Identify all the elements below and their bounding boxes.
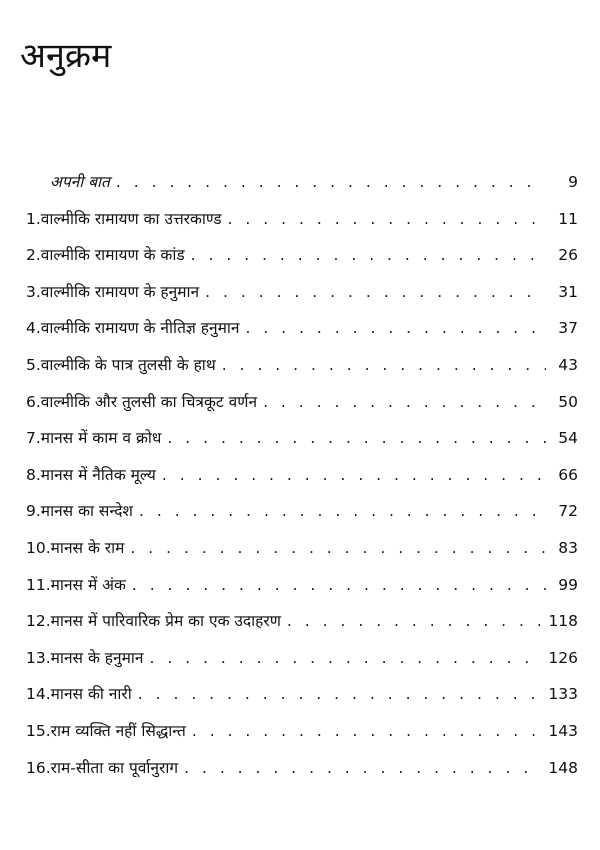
- toc-entry-page: 99: [558, 575, 578, 594]
- dot-leader: [191, 237, 546, 274]
- toc-entry-number: 16.: [26, 758, 51, 777]
- dot-leader: [150, 640, 541, 677]
- toc-entry: [26, 457, 578, 494]
- toc-entry-number: 13.: [26, 648, 51, 667]
- toc-entry: [26, 603, 578, 640]
- toc-entry-title: वाल्मीकि रामायण के हनुमान: [40, 282, 200, 301]
- toc-entry-number: 8.: [26, 465, 41, 484]
- toc-entry-page: 126: [548, 648, 578, 667]
- toc-entry-title: वाल्मीकि के पात्र तुलसी के हाथ: [40, 355, 216, 374]
- toc-entry-title: मानस में पारिवारिक प्रेम का एक उदाहरण: [50, 612, 281, 631]
- dot-leader: [167, 420, 546, 457]
- toc-entry-page: 143: [548, 721, 578, 740]
- toc-entry-page: 50: [558, 392, 578, 411]
- toc-entry-title: वाल्मीकि रामायण के कांड: [40, 246, 185, 265]
- toc-entry-number: 4.: [26, 319, 41, 338]
- toc-entry-page: 37: [558, 319, 578, 338]
- toc-entry-title: मानस में काम व क्रोध: [40, 429, 162, 448]
- toc-entry-page: 11: [558, 209, 578, 228]
- dot-leader: [192, 713, 541, 750]
- dot-leader: [287, 603, 540, 640]
- toc-entry-number: 10.: [26, 538, 51, 557]
- toc-entry: [26, 274, 578, 311]
- toc-entry-title: मानस के हनुमान: [50, 648, 144, 667]
- toc-entry-number: 14.: [26, 685, 51, 704]
- toc-entry-title: मानस में अंक: [50, 575, 126, 594]
- toc-entry-number: 7.: [26, 429, 41, 448]
- dot-leader: [222, 347, 546, 384]
- toc-entry-preface: [26, 164, 578, 201]
- toc-entry: [26, 750, 578, 787]
- toc-entry-page: 26: [558, 246, 578, 265]
- toc-entry: [26, 493, 578, 530]
- toc-entry-page: 43: [558, 355, 578, 374]
- toc-entry-title: मानस का सन्देश: [40, 502, 133, 521]
- dot-leader: [184, 750, 540, 787]
- table-of-contents: [26, 164, 578, 786]
- toc-entry-title: वाल्मीकि रामायण के नीतिज्ञ हनुमान: [40, 319, 240, 338]
- toc-entry-title: वाल्मीकि रामायण का उत्तरकाण्ड: [40, 209, 222, 228]
- toc-entry-number: 11.: [26, 575, 51, 594]
- toc-entry-page: 9: [568, 173, 578, 191]
- toc-entry: [26, 201, 578, 238]
- dot-leader: [138, 676, 541, 713]
- dot-leader: [245, 310, 546, 347]
- toc-entry-page: 72: [558, 502, 578, 521]
- dot-leader: [162, 457, 546, 494]
- toc-entry: [26, 640, 578, 677]
- toc-entry-number: 15.: [26, 721, 51, 740]
- page-title: अनुक्रम: [20, 36, 112, 76]
- toc-entry: [26, 713, 578, 750]
- toc-entry-number: 12.: [26, 612, 51, 631]
- toc-entry: [26, 530, 578, 567]
- toc-entry-number: 6.: [26, 392, 41, 411]
- toc-entry-number: 3.: [26, 282, 41, 301]
- toc-entry-number: 5.: [26, 355, 41, 374]
- toc-entry: [26, 237, 578, 274]
- dot-leader: [263, 384, 546, 421]
- toc-entry-page: 66: [558, 465, 578, 484]
- dot-leader: [116, 164, 546, 201]
- dot-leader: [139, 493, 546, 530]
- toc-entry-page: 118: [548, 612, 578, 631]
- toc-entry-title: राम-सीता का पूर्वानुराग: [50, 758, 179, 777]
- toc-entry-page: 148: [548, 758, 578, 777]
- dot-leader: [130, 530, 546, 567]
- toc-entry: [26, 676, 578, 713]
- toc-entry: [26, 384, 578, 421]
- dot-leader: [228, 201, 546, 238]
- toc-entry-title: मानस के राम: [50, 538, 125, 557]
- toc-entry-title: वाल्मीकि और तुलसी का चित्रकूट वर्णन: [40, 392, 258, 411]
- toc-entry-title: मानस की नारी: [50, 685, 132, 704]
- toc-entry: [26, 347, 578, 384]
- toc-entry-title: अपनी बात: [50, 173, 110, 191]
- toc-entry-page: 83: [558, 538, 578, 557]
- toc-entry-number: 1.: [26, 209, 41, 228]
- toc-entry-page: 54: [558, 429, 578, 448]
- toc-entry: [26, 310, 578, 347]
- toc-entry: [26, 567, 578, 604]
- toc-entry-title: राम व्यक्ति नहीं सिद्धान्त: [50, 721, 186, 740]
- toc-entry-page: 31: [558, 282, 578, 301]
- toc-entry-page: 133: [548, 685, 578, 704]
- toc-entry: [26, 420, 578, 457]
- toc-entry-title: मानस में नैतिक मूल्य: [40, 465, 156, 484]
- dot-leader: [132, 567, 546, 604]
- toc-entry-number: 2.: [26, 246, 41, 265]
- dot-leader: [205, 274, 546, 311]
- toc-entry-number: 9.: [26, 502, 41, 521]
